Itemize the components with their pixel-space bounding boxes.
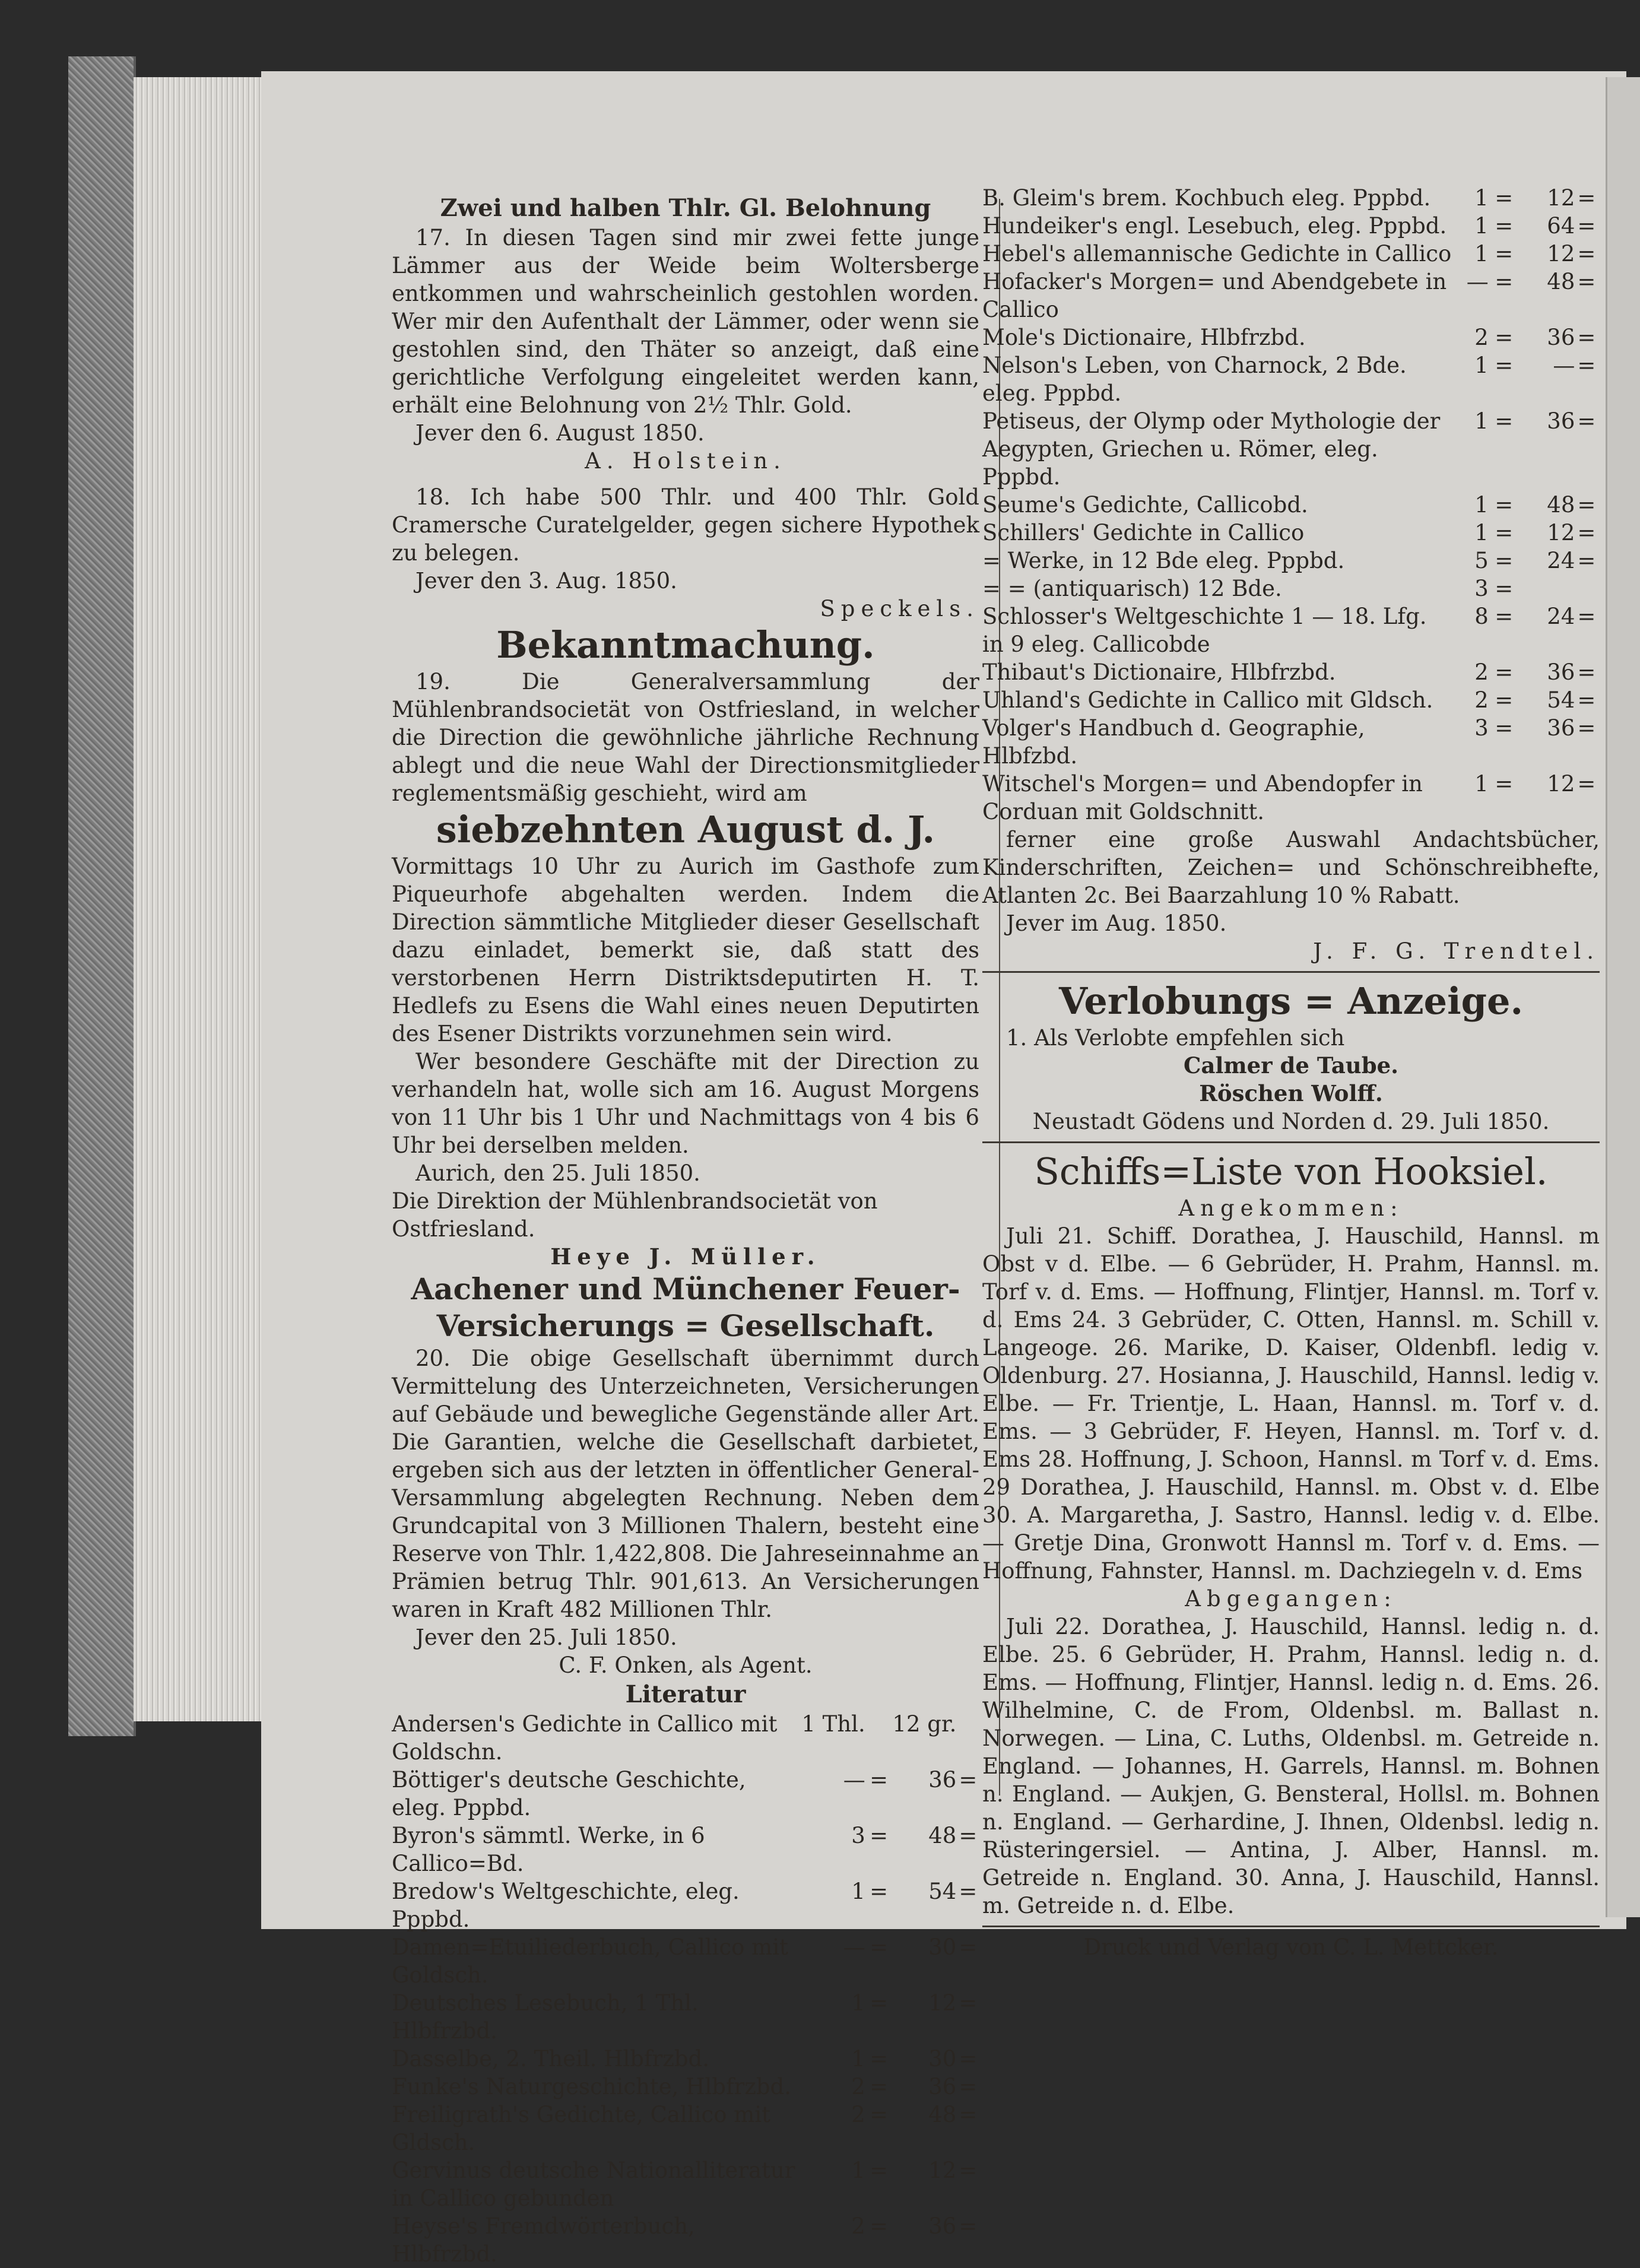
notice-signer: Heye J. Müller. bbox=[550, 1244, 821, 1270]
engagement-line: 1. Als Verlobte empfehlen sich bbox=[1006, 1025, 1345, 1051]
price-groschen: 24 bbox=[1547, 548, 1575, 573]
price-row bbox=[392, 1933, 979, 1989]
ships-arrived-text: Juli 21. Schiff. Dorathea, J. Hauschild, Hannsl. m Obst v d. Elbe. — 6 Gebrüder, H. Prahm, Hannsl. m. Torf v. d. Ems. — Hoffnung, Flintjer, Hannsl. m. Torf v. d. Ems 24. 3 Gebrüder, C. Otten, Hannsl. m. Schill v. Langeoge. 26. Marike, D. Kaiser, Oldenbfl. ledig v. Oldenburg. 27. Hosianna, J. Hauschild, Hannsl. ledig v. Elbe. — Fr. Trientje, L. Haan, Hannsl. m. Torf v. d. Ems. — 3 Gebrüder, F. Heyen, Hannsl. m. Torf v. d. Ems 28. Hoffnung, J. Schoon, Hannsl. m Torf v. d. Ems. 29 Dorathea, J. Hauschild, Hannsl. m. Obst v. d. Elbe 30. A. Margaretha, J. Sastro, Hannsl. ledig v. d. Elbe. — Gretje Dina, Gronwott Hannsl m. Torf v. d. Ems. — Hoffnung, Fahnster, Hannsl. m. Dachziegeln v. d. Ems bbox=[982, 1223, 1600, 1584]
price-thaler: — bbox=[843, 1767, 865, 1793]
price-sep: = bbox=[1577, 325, 1596, 350]
price-groschen: 12 gr. bbox=[892, 1711, 957, 1737]
price-groschen: 48 bbox=[1547, 492, 1575, 518]
price-sep: = bbox=[1577, 659, 1596, 685]
price-thaler: 1 bbox=[1474, 185, 1489, 211]
price-sep: = bbox=[1577, 213, 1596, 239]
price-sep: = bbox=[1577, 269, 1596, 294]
price-sep: = bbox=[870, 2046, 889, 2072]
price-groschen: 24 bbox=[1547, 604, 1575, 629]
price-sep: = bbox=[1577, 408, 1596, 434]
book-title: Funke's Naturgeschichte, Hlbfrzbd. bbox=[392, 2074, 791, 2099]
price-row bbox=[392, 1766, 979, 1822]
price-row bbox=[392, 2156, 979, 2212]
price-thaler: 1 bbox=[1474, 771, 1489, 797]
price-sep bbox=[1575, 575, 1600, 602]
price-sep: = bbox=[1495, 771, 1514, 797]
book-title: Andersen's Gedichte in Callico mit Goldschn. bbox=[392, 1711, 778, 1765]
price-row bbox=[982, 770, 1600, 826]
book-title: = = (antiquarisch) 12 Bde. bbox=[982, 576, 1282, 601]
book-title: Hofacker's Morgen= und Abendgebete in Callico bbox=[982, 269, 1447, 322]
book-cover bbox=[68, 56, 136, 1736]
price-groschen: 12 bbox=[1547, 185, 1575, 211]
price-groschen: — bbox=[1553, 353, 1575, 378]
price-sep: = bbox=[959, 2102, 978, 2127]
price-sep: = bbox=[870, 1990, 889, 2016]
price-groschen: 48 bbox=[1547, 269, 1575, 294]
price-groschen: 12 bbox=[928, 2158, 957, 2183]
price-thaler: 8 bbox=[1474, 604, 1489, 629]
price-thaler: 1 Thl. bbox=[801, 1711, 865, 1737]
notice-date-heading: siebzehnten August d. J. bbox=[436, 808, 935, 851]
price-groschen: 12 bbox=[928, 1990, 957, 2016]
price-sep: = bbox=[959, 2046, 978, 2072]
page-edges bbox=[134, 77, 261, 1721]
price-sep: = bbox=[1495, 687, 1514, 713]
price-groschen: 36 bbox=[1547, 325, 1575, 350]
price-row bbox=[982, 714, 1600, 770]
price-row bbox=[392, 2073, 979, 2101]
book-title: = Werke, in 12 Bde eleg. Pppbd. bbox=[982, 548, 1345, 573]
divider bbox=[982, 1141, 1600, 1143]
price-sep: = bbox=[870, 2102, 889, 2127]
price-row bbox=[982, 575, 1600, 602]
loan-signer: Speckels. bbox=[820, 596, 979, 621]
price-list-left bbox=[392, 1710, 979, 2268]
price-sep: = bbox=[1495, 604, 1514, 629]
loan-text: 18. Ich habe 500 Thlr. und 400 Thlr. Gold Cramersche Curatelgelder, gegen sichere Hypothek zu belegen. bbox=[392, 484, 979, 566]
price-groschen: 64 bbox=[1547, 213, 1575, 239]
price-sep: = bbox=[959, 1767, 978, 1793]
price-sep: = bbox=[1495, 408, 1514, 434]
price-sep: = bbox=[870, 2158, 889, 2183]
price-sep: = bbox=[959, 1990, 978, 2016]
engagement-place: Neustadt Gödens und Norden d. 29. Juli 1850. bbox=[1032, 1109, 1550, 1134]
book-title: Dasselbe, 2. Theil. Hlbfrzbd. bbox=[392, 2046, 709, 2072]
price-sep: = bbox=[959, 2213, 978, 2239]
reward-text: 17. In diesen Tagen sind mir zwei fette junge Lämmer aus der Weide beim Woltersberge entkommen und wahrscheinlich gestohlen worden. Wer mir den Aufenthalt der Lämmer, oder wenn sie gestohlen sind, den Thäter so anzeigt, daß eine gerichtliche Verfolgung eingeleitet werden kann, erhält eine Belohnung von 2½ Thlr. Gold. bbox=[392, 225, 979, 418]
price-sep: = bbox=[1495, 353, 1514, 378]
price-thaler: 3 bbox=[851, 1823, 865, 1848]
ships-departed-text: Juli 22. Dorathea, J. Hauschild, Hannsl. ledig n. d. Elbe. 25. 6 Gebrüder, H. Prahm, Hannsl. ledig n. d. Ems. — Hoffnung, Flintjer, Hannsl. ledig n. d. Ems. 26. Wilhelmine, C. de From, Oldenbsl. m. Ballast n. Norwegen. — Lina, C. Luths, Oldenbsl. m. Getreide n. England. — Johannes, H. Garrels, Hannsl. m. Bohnen n. England. — Aukjen, G. Bensteral, Hollsl. m. Bohnen n. England. — Gerhardine, J. Ihnen, Oldenbsl. ledig n. Rüsteringersiel. — Antina, J. Alber, Hannsl. m. Getreide n. England. 30. Anna, J. Hauschild, Hannsl. m. Getreide n. d. Elbe. bbox=[982, 1614, 1600, 1918]
notice-text: 19. Die Generalversammlung der Mühlenbrandsocietät von Ostfriesland, in welcher die Direction die gewöhnliche jährliche Rechnung ablegt und die neue Wahl der Directionsmitglieder reglementsmäßig geschieht, wird am bbox=[392, 669, 979, 806]
book-title: Mole's Dictionaire, Hlbfrzbd. bbox=[982, 325, 1306, 350]
price-row bbox=[392, 1710, 979, 1766]
price-row bbox=[982, 351, 1600, 407]
book-title: Heyse's Fremdwörterbuch, Hlbfrzbd. bbox=[392, 2213, 695, 2267]
book-title: Böttiger's deutsche Geschichte, eleg. Pppbd. bbox=[392, 1767, 746, 1820]
literature-signer: J. F. G. Trendtel. bbox=[1313, 938, 1600, 964]
price-groschen: 36 bbox=[1547, 659, 1575, 685]
insurance-signer: C. F. Onken, als Agent. bbox=[559, 1652, 813, 1678]
book-title: Deutsches Lesebuch, 1 Thl. Hlbfrzbd. bbox=[392, 1990, 699, 2044]
price-thaler: 5 bbox=[1474, 548, 1489, 573]
price-sep: = bbox=[1495, 715, 1514, 741]
ships-departed-label: Abgegangen: bbox=[1185, 1586, 1397, 1612]
next-page-edge bbox=[1606, 77, 1640, 1917]
price-groschen: 54 bbox=[1547, 687, 1575, 713]
price-sep: = bbox=[1495, 241, 1514, 267]
notice-text-3: Wer besondere Geschäfte mit der Direction zu verhandeln hat, wolle sich am 16. August Morgens von 11 Uhr bis 1 Uhr und Nachmittags von 4 bis 6 Uhr bei derselben melden. bbox=[392, 1049, 979, 1158]
ships-heading: Schiffs=Liste von Hooksiel. bbox=[1034, 1150, 1548, 1193]
price-row bbox=[392, 1822, 979, 1877]
price-sep: = bbox=[870, 2074, 889, 2099]
price-sep: = bbox=[870, 1934, 889, 1960]
price-sep: = bbox=[870, 2213, 889, 2239]
price-row bbox=[982, 407, 1600, 491]
price-sep: = bbox=[959, 1879, 978, 1904]
imprint: Druck und Verlag von C. L. Mettcker. bbox=[1083, 1934, 1499, 1960]
price-sep: = bbox=[1495, 325, 1514, 350]
price-thaler: 1 bbox=[851, 2046, 865, 2072]
price-sep: = bbox=[1577, 241, 1596, 267]
price-sep: = bbox=[870, 1767, 889, 1793]
price-groschen: 12 bbox=[1547, 520, 1575, 545]
price-row bbox=[982, 658, 1600, 686]
book-title: Schillers' Gedichte in Callico bbox=[982, 520, 1305, 545]
book-title: Seume's Gedichte, Callicobd. bbox=[982, 492, 1308, 518]
reward-heading: Zwei und halben Thlr. Gl. Belohnung bbox=[440, 194, 931, 222]
price-sep: = bbox=[959, 1823, 978, 1848]
price-row bbox=[982, 547, 1600, 575]
price-sep: = bbox=[1577, 520, 1596, 545]
price-groschen: 30 bbox=[928, 1934, 957, 1960]
book-title: Petiseus, der Olymp oder Mythologie der Aegypten, Griechen u. Römer, eleg. Pppbd. bbox=[982, 408, 1441, 490]
right-column bbox=[982, 184, 1600, 1961]
price-sep: = bbox=[1577, 185, 1596, 211]
price-thaler: 2 bbox=[851, 2213, 865, 2239]
price-sep: = bbox=[1577, 492, 1596, 518]
insurance-heading: Aachener und Münchener Feuer-Versicherungs = Gesellschaft. bbox=[411, 1271, 960, 1343]
price-sep: = bbox=[1495, 185, 1514, 211]
price-groschen: 12 bbox=[1547, 771, 1575, 797]
book-title: Volger's Handbuch d. Geographie, Hlbfzbd. bbox=[982, 715, 1365, 769]
price-row bbox=[392, 2045, 979, 2073]
price-thaler: — bbox=[1466, 269, 1489, 294]
price-sep: = bbox=[1577, 771, 1596, 797]
price-row bbox=[982, 240, 1600, 268]
price-sep: = bbox=[959, 2074, 978, 2099]
price-thaler: 1 bbox=[851, 1990, 865, 2016]
price-thaler: 1 bbox=[1474, 408, 1489, 434]
price-groschen: 48 bbox=[928, 1823, 957, 1848]
literature-date: Jever im Aug. 1850. bbox=[1006, 911, 1227, 936]
reward-signer: A. Holstein. bbox=[585, 448, 786, 474]
price-sep: = bbox=[1495, 520, 1514, 545]
price-row bbox=[982, 323, 1600, 351]
book-title: Witschel's Morgen= und Abendopfer in Corduan mit Goldschnitt. bbox=[982, 771, 1423, 824]
price-row bbox=[392, 1877, 979, 1933]
price-row bbox=[982, 686, 1600, 714]
price-sep bbox=[956, 1710, 979, 1766]
price-row bbox=[982, 491, 1600, 519]
left-column bbox=[392, 193, 979, 2268]
loan-date: Jever den 3. Aug. 1850. bbox=[415, 568, 677, 594]
price-thaler: 2 bbox=[1474, 659, 1489, 685]
price-row bbox=[392, 2212, 979, 2268]
price-thaler: 1 bbox=[1474, 492, 1489, 518]
price-groschen bbox=[1520, 575, 1575, 602]
price-thaler: 2 bbox=[1474, 687, 1489, 713]
price-groschen: 36 bbox=[928, 2213, 957, 2239]
price-sep: = bbox=[870, 1879, 889, 1904]
book-title: Byron's sämmtl. Werke, in 6 Callico=Bd. bbox=[392, 1823, 705, 1876]
book-title: Bredow's Weltgeschichte, eleg. Pppbd. bbox=[392, 1879, 740, 1932]
price-thaler: 1 bbox=[851, 2158, 865, 2183]
ships-arrived-label: Angekommen: bbox=[1178, 1195, 1404, 1221]
price-row bbox=[392, 2101, 979, 2156]
price-sep: = bbox=[1495, 548, 1514, 573]
book-title: Uhland's Gedichte in Callico mit Gldsch. bbox=[982, 687, 1433, 713]
book-title: Nelson's Leben, von Charnock, 2 Bde. eleg. Pppbd. bbox=[982, 353, 1407, 406]
price-sep bbox=[865, 1710, 893, 1766]
price-row bbox=[392, 1989, 979, 2045]
price-sep: = bbox=[1495, 269, 1514, 294]
price-sep: = bbox=[1577, 548, 1596, 573]
insurance-date: Jever den 25. Juli 1850. bbox=[415, 1625, 677, 1650]
price-groschen: 54 bbox=[928, 1879, 957, 1904]
price-sep: = bbox=[1495, 492, 1514, 518]
price-thaler: 2 bbox=[851, 2102, 865, 2127]
notice-date: Aurich, den 25. Juli 1850. bbox=[415, 1160, 700, 1186]
reward-date: Jever den 6. August 1850. bbox=[415, 420, 705, 446]
divider bbox=[982, 1926, 1600, 1927]
price-thaler: 1 bbox=[1474, 241, 1489, 267]
book-title: B. Gleim's brem. Kochbuch eleg. Pppbd. bbox=[982, 185, 1431, 211]
literature-footer: ferner eine große Auswahl Andachtsbücher, Kinderschriften, Zeichen= und Schönschreibhefte, Atlanten 2c. Bei Baarzahlung 10 % Rabatt. bbox=[982, 827, 1600, 908]
insurance-text: 20. Die obige Gesellschaft übernimmt durch Vermittelung des Unterzeichneten, Versicherungen auf Gebäude und bewegliche Gegenstände aller Art. Die Garantien, welche die Gesellschaft darbietet, ergeben sich aus der letzten in öffentlicher General-Versammlung abgelegten Rechnung. Neben dem Grundcapital von 3 Millionen Thalern, besteht eine Reserve von Thlr. 1,422,808. Die Jahreseinnahme an Prämien betrug Thlr. 901,613. An Versicherungen waren in Kraft 482 Millionen Thlr. bbox=[392, 1346, 979, 1622]
price-thaler: 3 bbox=[1474, 715, 1489, 741]
divider bbox=[982, 971, 1600, 973]
engagement-name-1: Calmer de Taube. bbox=[1184, 1052, 1398, 1079]
price-groschen: 36 bbox=[928, 2074, 957, 2099]
notice-text-2: Vormittags 10 Uhr zu Aurich im Gasthofe zum Piqueurhofe abgehalten werden. Indem die Direction sämmtliche Mitglieder dieser Gesellschaft dazu einladet, bemerkt sie, daß statt des verstorbenen Herrn Distriktsdeputirten H. T. Hedlefs zu Esens die Wahl eines neuen Deputirten des Esener Distrikts vorzunehmen sein wird. bbox=[392, 854, 979, 1046]
price-sep: = bbox=[1495, 213, 1514, 239]
price-sep: = bbox=[1577, 715, 1596, 741]
price-sep: = bbox=[959, 1934, 978, 1960]
price-sep: = bbox=[1495, 659, 1514, 685]
notice-heading: Bekanntmachung. bbox=[496, 623, 875, 667]
price-groschen: 48 bbox=[928, 2102, 957, 2127]
price-thaler: 1 bbox=[851, 1879, 865, 1904]
price-sep: = bbox=[959, 2158, 978, 2183]
book-title: Freiligrath's Gedichte, Callico mit Gldsch. bbox=[392, 2102, 771, 2155]
engagement-heading: Verlobungs = Anzeige. bbox=[1058, 979, 1524, 1023]
price-groschen: 36 bbox=[1547, 715, 1575, 741]
price-sep: = bbox=[1495, 576, 1514, 601]
price-sep: = bbox=[1577, 604, 1596, 629]
literature-heading: Literatur bbox=[625, 1680, 746, 1708]
price-thaler: 2 bbox=[851, 2074, 865, 2099]
price-thaler: 1 bbox=[1474, 213, 1489, 239]
book-title: Gervinus deutsche Nationalliteratur in Callico gebunden bbox=[392, 2158, 795, 2211]
price-row bbox=[982, 184, 1600, 212]
notice-org: Die Direktion der Mühlenbrandsocietät von Ostfriesland. bbox=[392, 1188, 878, 1242]
price-thaler: — bbox=[843, 1934, 865, 1960]
price-sep: = bbox=[1577, 353, 1596, 378]
price-groschen: 12 bbox=[1547, 241, 1575, 267]
price-row bbox=[982, 519, 1600, 547]
price-row bbox=[982, 268, 1600, 323]
price-thaler: 3 bbox=[1474, 576, 1489, 601]
price-row bbox=[982, 212, 1600, 240]
price-thaler: 1 bbox=[1474, 520, 1489, 545]
price-list-right bbox=[982, 184, 1600, 826]
price-thaler: 2 bbox=[1474, 325, 1489, 350]
price-groschen: 36 bbox=[1547, 408, 1575, 434]
price-thaler: 1 bbox=[1474, 353, 1489, 378]
book-title: Schlosser's Weltgeschichte 1 — 18. Lfg. in 9 eleg. Callicobde bbox=[982, 604, 1427, 657]
engagement-name-2: Röschen Wolff. bbox=[1199, 1080, 1383, 1106]
price-sep: = bbox=[870, 1823, 889, 1848]
book-title: Hebel's allemannische Gedichte in Callico bbox=[982, 241, 1452, 267]
price-sep: = bbox=[1577, 687, 1596, 713]
price-row bbox=[982, 602, 1600, 658]
book-title: Thibaut's Dictionaire, Hlbfrzbd. bbox=[982, 659, 1336, 685]
price-groschen: 36 bbox=[928, 1767, 957, 1793]
book-title: Hundeiker's engl. Lesebuch, eleg. Pppbd. bbox=[982, 213, 1447, 239]
price-groschen: 30 bbox=[928, 2046, 957, 2072]
book-title: Damen=Etuiliederbuch, Callico mit Goldsch. bbox=[392, 1934, 788, 1988]
